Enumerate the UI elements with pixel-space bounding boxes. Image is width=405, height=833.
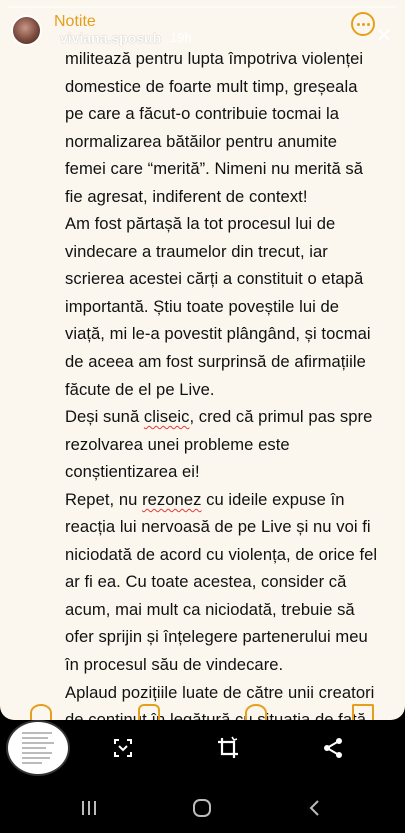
note-text: Deși sună — [65, 407, 144, 427]
username[interactable]: viviana.sposub — [60, 30, 162, 46]
note-text: viață, mi le-a povestit plângând, și tocmai — [65, 324, 371, 344]
home-icon[interactable] — [189, 797, 215, 819]
note-line — [0, 348, 405, 376]
misspelled-word: rezonez — [142, 489, 202, 509]
note-text: domestice de foarte mult timp, greșeala — [65, 76, 358, 96]
note-text: vindecare a traumelor din trecut, iar — [65, 241, 328, 261]
note-line — [0, 486, 405, 514]
more-options-icon[interactable] — [351, 12, 375, 36]
note-line — [0, 541, 405, 569]
note-line — [0, 265, 405, 293]
note-line — [0, 651, 405, 679]
note-line — [0, 513, 405, 541]
note-text: Aplaud pozițiile luate de către unii creatori — [65, 682, 375, 702]
avatar[interactable] — [11, 15, 42, 46]
note-line — [0, 210, 405, 238]
note-text: niciodată de acord cu violența, de orice fel — [65, 544, 378, 564]
recent-apps-icon[interactable] — [76, 797, 102, 819]
note-body[interactable] — [0, 45, 405, 761]
note-line — [0, 155, 405, 183]
note-toolbar — [0, 700, 405, 722]
note-text: făcute de el pe Live. — [65, 379, 215, 399]
note-text: normalizarea bătăilor pentru anumite — [65, 131, 338, 151]
note-text: femei care “merită”. Nimeni nu merită să — [65, 159, 364, 179]
app-title: Notite — [54, 13, 96, 30]
note-line — [0, 73, 405, 101]
note-text: în procesul său de vindecare. — [65, 655, 284, 675]
note-line — [0, 431, 405, 459]
note-text: cu ideile expuse în — [201, 489, 345, 509]
note-header — [0, 0, 405, 50]
note-line — [0, 45, 405, 73]
note-line — [0, 403, 405, 431]
screenshot-thumbnail[interactable] — [8, 722, 68, 774]
note-line — [0, 320, 405, 348]
note-text: scrierea acestei cărți a constituit o etapă — [65, 269, 364, 289]
note-text: de aceea am fost surprinsă de afirmațiile — [65, 352, 366, 372]
scroll-capture-icon[interactable] — [110, 736, 136, 760]
note-text: importantă. Știu toate poveștile lui de — [65, 296, 340, 316]
share-icon[interactable] — [320, 736, 346, 760]
note-line — [0, 568, 405, 596]
note-line — [0, 238, 405, 266]
note-text: Am fost părtașă la tot procesul lui de — [65, 214, 336, 234]
close-icon[interactable]: ✕ — [375, 25, 393, 47]
note-text: acum, mai mult ca niciodată, trebuie să — [65, 599, 355, 619]
note-line — [0, 458, 405, 486]
time-ago: 19h — [170, 30, 192, 45]
misspelled-word: cliseic — [143, 407, 190, 427]
note-line — [0, 183, 405, 211]
note-text: pe care a făcut-o contribuie tocmai la — [65, 104, 339, 124]
back-icon[interactable] — [302, 797, 328, 819]
note-text: rezolvarea unei probleme este — [65, 434, 290, 454]
crop-icon[interactable] — [215, 736, 241, 760]
note-text: militează pentru lupta împotriva violenței — [65, 49, 364, 68]
note-text: reacția lui nervoasă de pe Live și nu voi fi — [65, 517, 371, 537]
note-line — [0, 100, 405, 128]
note-text: ofer sprijin și înțelegere partenerului meu — [65, 627, 368, 647]
note-line — [0, 623, 405, 651]
note-text: Repet, nu — [65, 489, 143, 509]
note-text: fie agresat, indiferent de context! — [65, 186, 308, 206]
note-line — [0, 293, 405, 321]
note-line — [0, 128, 405, 156]
note-line — [0, 596, 405, 624]
note-text: , cred că primul pas spre — [189, 407, 373, 427]
note-text: ar fi ea. Cu toate acestea, consider că — [65, 572, 347, 592]
note-text: conștientizarea ei! — [65, 462, 200, 482]
note-line — [0, 376, 405, 404]
